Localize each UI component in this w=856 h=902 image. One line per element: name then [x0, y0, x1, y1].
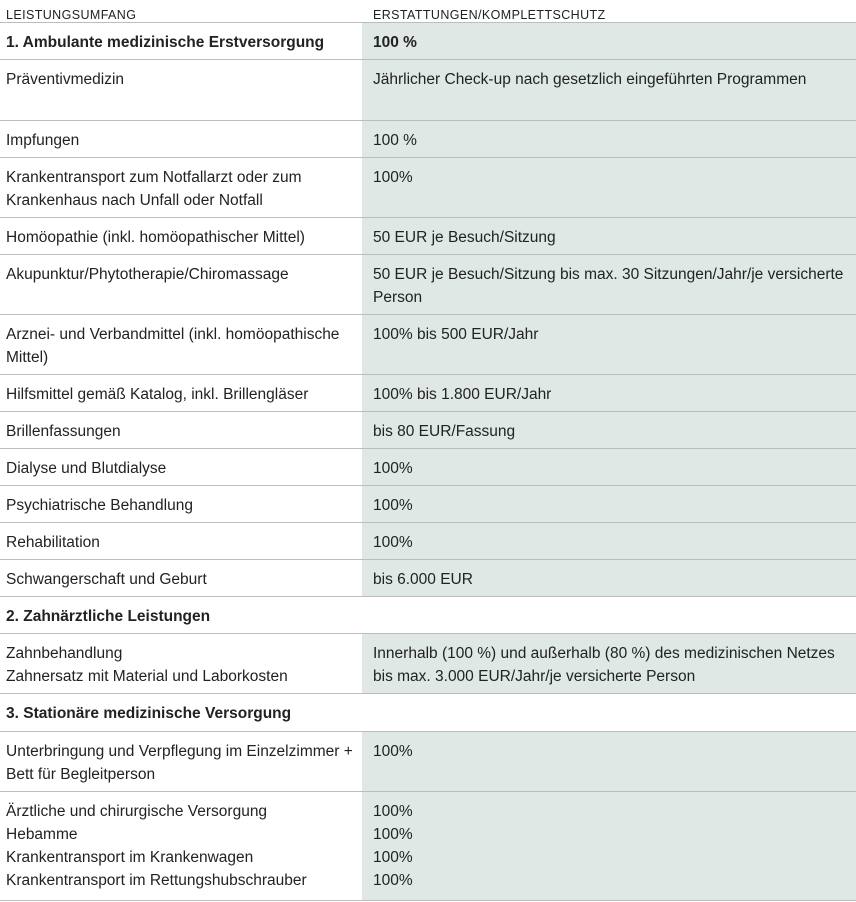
- row-value-line: 100%: [373, 826, 413, 843]
- table-row: [0, 217, 856, 254]
- table-bottom-border: [0, 900, 856, 901]
- header-reimbursement: ERSTATTUNGEN/KOMPLETTSCHUTZ: [362, 0, 856, 22]
- table-row: [0, 254, 856, 314]
- row-label: [0, 792, 362, 900]
- row-label: Rehabilitation: [6, 534, 100, 551]
- section-title-dental: 2. Zahnärztliche Leistungen: [6, 608, 211, 625]
- header-benefit-scope: LEISTUNGSUMFANG: [0, 0, 362, 22]
- row-label-line: Krankentransport im Krankenwagen: [6, 849, 254, 866]
- row-label: Krankentransport zum Notfallarzt oder zum Krankenhaus nach Unfall oder Notfall: [6, 169, 302, 209]
- row-value: 100 %: [362, 23, 856, 59]
- row-label: [0, 634, 362, 693]
- row-value: 100%: [362, 732, 856, 791]
- row-label: Psychiatrische Behandlung: [6, 497, 193, 514]
- table-row: [0, 157, 856, 217]
- row-value-line: 100%: [373, 872, 413, 889]
- row-value: 100% bis 500 EUR/Jahr: [362, 315, 856, 374]
- row-label: Impfungen: [6, 132, 80, 149]
- table-header: [0, 0, 856, 22]
- row-value: 100% bis 1.800 EUR/Jahr: [362, 375, 856, 411]
- table-row: [0, 314, 856, 374]
- row-label: Schwangerschaft und Geburt: [6, 571, 207, 588]
- table-row: [0, 448, 856, 485]
- row-label-line: Hebamme: [6, 826, 78, 843]
- table-row: [0, 522, 856, 559]
- row-label: Brillenfassungen: [6, 423, 121, 440]
- row-value: 100 %: [362, 121, 856, 157]
- row-value: 50 EUR je Besuch/Sitzung bis max. 30 Sitzungen/Jahr/je versicherte Person: [362, 255, 856, 314]
- table-row: [0, 633, 856, 693]
- table-row: [0, 411, 856, 448]
- row-label: Akupunktur/Phytotherapie/Chiromassage: [6, 266, 289, 283]
- row-label: Homöopathie (inkl. homöopathischer Mittel): [6, 229, 305, 246]
- row-label: Dialyse und Blutdialyse: [6, 460, 167, 477]
- row-label: Arznei- und Verbandmittel (inkl. homöopathische Mittel): [6, 326, 340, 366]
- row-value: 100%: [362, 158, 856, 217]
- row-value: 100%: [362, 523, 856, 559]
- table-row: [0, 22, 856, 59]
- row-label: Präventivmedizin: [6, 71, 125, 88]
- table-row: [0, 559, 856, 596]
- row-value: 100%: [362, 449, 856, 485]
- section-empty-cell: [362, 694, 856, 731]
- table-row: [0, 731, 856, 791]
- row-label-line: Zahnbehandlung: [6, 645, 123, 662]
- section-header-row: [0, 596, 856, 633]
- row-value: bis 6.000 EUR: [362, 560, 856, 596]
- table-row: [0, 485, 856, 522]
- row-label: Hilfsmittel gemäß Katalog, inkl. Brillengläser: [6, 386, 309, 403]
- row-label-line: Krankentransport im Rettungshubschrauber: [6, 872, 307, 889]
- table-row: [0, 59, 856, 120]
- row-label-line: Zahnersatz mit Material und Laborkosten: [6, 668, 288, 685]
- section-title-outpatient: 1. Ambulante medizinische Erstversorgung: [6, 34, 325, 51]
- row-value-line: 100%: [373, 849, 413, 866]
- table-row: [0, 791, 856, 900]
- row-value-line: 100%: [373, 803, 413, 820]
- row-value: 50 EUR je Besuch/Sitzung: [362, 218, 856, 254]
- table-row: [0, 120, 856, 157]
- row-value: Innerhalb (100 %) und außerhalb (80 %) des medizinischen Netzes bis max. 3.000 EUR/Jahr/je versicherte Person: [362, 634, 856, 693]
- row-label: Unterbringung und Verpflegung im Einzelzimmer + Bett für Begleitperson: [6, 743, 353, 783]
- row-value: Jährlicher Check-up nach gesetzlich eingeführten Programmen: [362, 60, 856, 120]
- section-header-row: [0, 693, 856, 731]
- row-value: [362, 792, 856, 900]
- row-value: 100%: [362, 486, 856, 522]
- table-row: [0, 374, 856, 411]
- section-title-inpatient: 3. Stationäre medizinische Versorgung: [6, 705, 292, 722]
- row-value: bis 80 EUR/Fassung: [362, 412, 856, 448]
- row-label-line: Ärztliche und chirurgische Versorgung: [6, 803, 268, 820]
- section-empty-cell: [362, 597, 856, 633]
